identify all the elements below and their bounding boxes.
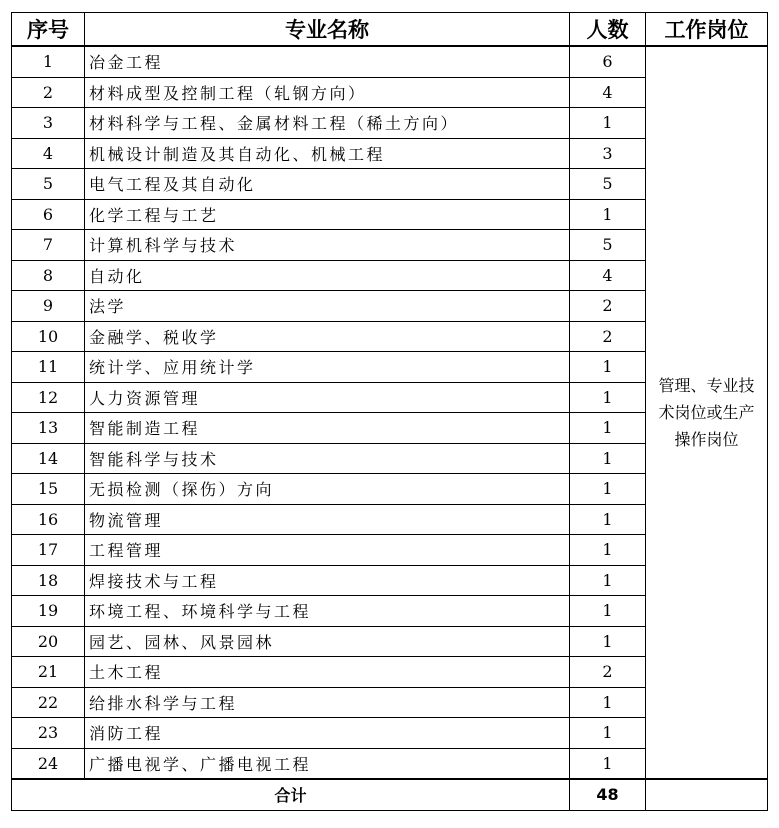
row-major: 广播电视学、广播电视工程	[85, 748, 570, 779]
row-major: 土木工程	[85, 657, 570, 688]
row-seq: 7	[12, 230, 85, 261]
row-seq: 20	[12, 626, 85, 657]
table-body	[12, 46, 768, 810]
row-major: 工程管理	[85, 535, 570, 566]
row-seq: 4	[12, 138, 85, 169]
row-major: 计算机科学与技术	[85, 230, 570, 261]
header-job: 工作岗位	[646, 13, 768, 47]
row-count: 2	[570, 657, 646, 688]
row-count: 4	[570, 77, 646, 108]
row-major: 园艺、园林、风景园林	[85, 626, 570, 657]
row-major: 电气工程及其自动化	[85, 169, 570, 200]
row-seq: 19	[12, 596, 85, 627]
row-count: 1	[570, 687, 646, 718]
job-position-cell: 管理、专业技术岗位或生产操作岗位	[646, 46, 768, 779]
row-major: 给排水科学与工程	[85, 687, 570, 718]
row-major: 自动化	[85, 260, 570, 291]
row-seq: 2	[12, 77, 85, 108]
row-count: 1	[570, 443, 646, 474]
row-seq: 18	[12, 565, 85, 596]
row-seq: 11	[12, 352, 85, 383]
row-major: 冶金工程	[85, 46, 570, 77]
row-count: 5	[570, 230, 646, 261]
row-count: 2	[570, 291, 646, 322]
row-major: 机械设计制造及其自动化、机械工程	[85, 138, 570, 169]
total-value: 48	[570, 779, 646, 810]
row-seq: 14	[12, 443, 85, 474]
recruitment-table	[11, 12, 768, 811]
row-count: 5	[570, 169, 646, 200]
row-major: 金融学、税收学	[85, 321, 570, 352]
row-seq: 3	[12, 108, 85, 139]
row-seq: 9	[12, 291, 85, 322]
row-major: 材料成型及控制工程（轧钢方向）	[85, 77, 570, 108]
row-count: 1	[570, 718, 646, 749]
row-seq: 16	[12, 504, 85, 535]
row-major: 无损检测（探伤）方向	[85, 474, 570, 505]
row-major: 智能制造工程	[85, 413, 570, 444]
header-seq: 序号	[12, 13, 85, 47]
header-row	[12, 13, 768, 47]
row-seq: 24	[12, 748, 85, 779]
row-seq: 23	[12, 718, 85, 749]
row-count: 1	[570, 596, 646, 627]
row-major: 环境工程、环境科学与工程	[85, 596, 570, 627]
row-major: 焊接技术与工程	[85, 565, 570, 596]
table-row	[12, 46, 768, 77]
row-seq: 22	[12, 687, 85, 718]
row-count: 1	[570, 474, 646, 505]
row-seq: 10	[12, 321, 85, 352]
row-seq: 6	[12, 199, 85, 230]
header-count: 人数	[570, 13, 646, 47]
row-major: 法学	[85, 291, 570, 322]
row-count: 1	[570, 352, 646, 383]
row-seq: 12	[12, 382, 85, 413]
row-count: 1	[570, 199, 646, 230]
row-seq: 17	[12, 535, 85, 566]
row-major: 物流管理	[85, 504, 570, 535]
total-label: 合计	[12, 779, 570, 810]
total-row	[12, 779, 768, 810]
row-count: 1	[570, 535, 646, 566]
row-major: 人力资源管理	[85, 382, 570, 413]
row-count: 3	[570, 138, 646, 169]
row-major: 统计学、应用统计学	[85, 352, 570, 383]
row-count: 1	[570, 413, 646, 444]
row-major: 材料科学与工程、金属材料工程（稀土方向）	[85, 108, 570, 139]
total-empty	[646, 779, 768, 810]
row-count: 1	[570, 382, 646, 413]
row-major: 消防工程	[85, 718, 570, 749]
row-seq: 21	[12, 657, 85, 688]
row-count: 1	[570, 108, 646, 139]
row-major: 化学工程与工艺	[85, 199, 570, 230]
row-count: 1	[570, 565, 646, 596]
header-major: 专业名称	[85, 13, 570, 47]
row-major: 智能科学与技术	[85, 443, 570, 474]
row-seq: 1	[12, 46, 85, 77]
row-count: 6	[570, 46, 646, 77]
row-seq: 5	[12, 169, 85, 200]
row-seq: 8	[12, 260, 85, 291]
row-count: 2	[570, 321, 646, 352]
row-seq: 13	[12, 413, 85, 444]
row-count: 1	[570, 748, 646, 779]
row-seq: 15	[12, 474, 85, 505]
row-count: 1	[570, 504, 646, 535]
row-count: 1	[570, 626, 646, 657]
row-count: 4	[570, 260, 646, 291]
